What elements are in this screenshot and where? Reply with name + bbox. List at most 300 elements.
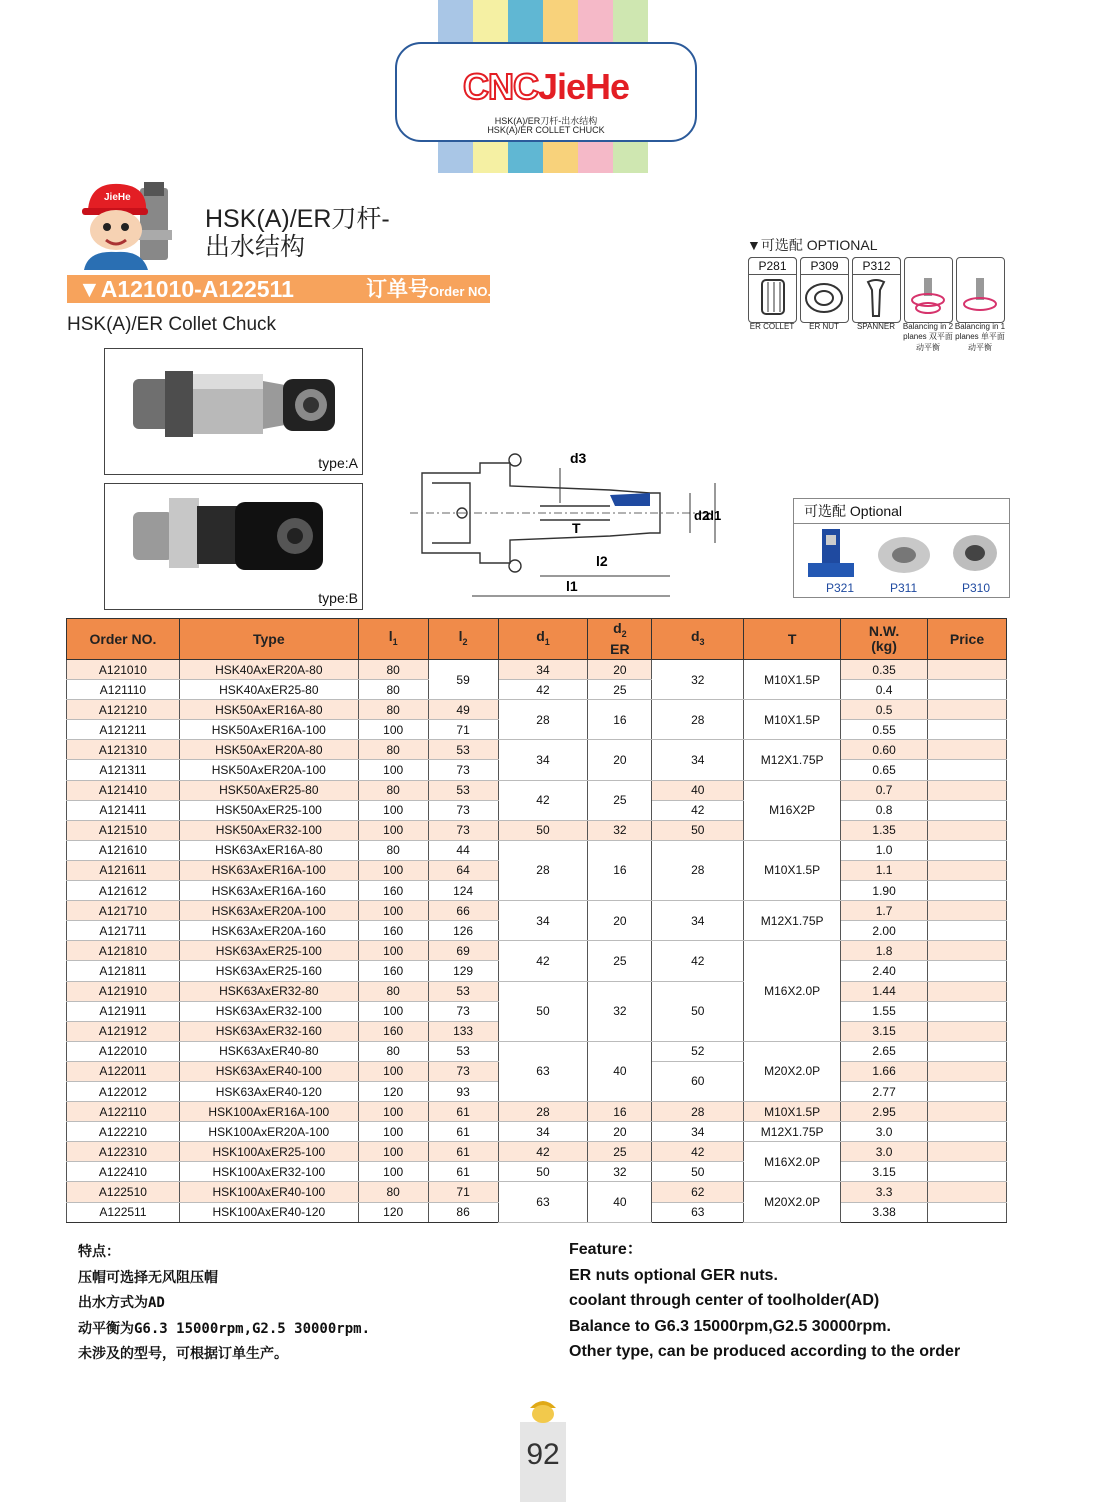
features-cn-heading: 特点： xyxy=(78,1244,120,1260)
features-en-heading: Feature： xyxy=(569,1241,643,1258)
cell-type: HSK63AxER40-80 xyxy=(179,1041,358,1061)
col-l1: $l_1$ xyxy=(358,619,428,660)
cell-price xyxy=(928,961,1007,981)
cell-d2: 25 xyxy=(588,780,652,820)
features-cn-line: 压帽可选择无风阻压帽 xyxy=(78,1269,218,1286)
optional-code-3: P310 xyxy=(962,581,991,595)
optional-item xyxy=(852,257,901,323)
cell-weight: 3.0 xyxy=(841,1122,928,1142)
photo-type-a xyxy=(104,348,363,475)
cell-type: HSK63AxER16A-160 xyxy=(179,881,358,901)
cell-price xyxy=(928,740,1007,760)
cell-l2: 53 xyxy=(428,780,498,800)
cell-d1: 50 xyxy=(498,1162,588,1182)
cell-d2: 20 xyxy=(588,660,652,680)
cell-type: HSK63AxER16A-80 xyxy=(179,840,358,860)
cell-l1: 100 xyxy=(358,1122,428,1142)
cell-type: HSK63AxER32-80 xyxy=(179,981,358,1001)
cell-d3: 50 xyxy=(652,981,744,1041)
cell-l2: 71 xyxy=(428,720,498,740)
cell-l1: 120 xyxy=(358,1202,428,1222)
cell-thread: M20X2.0P xyxy=(744,1182,841,1222)
spec-table xyxy=(66,618,1007,1223)
table-row xyxy=(67,1041,1007,1061)
cell-d2: 16 xyxy=(588,700,652,740)
cell-l1: 160 xyxy=(358,881,428,901)
cell-weight: 1.66 xyxy=(841,1061,928,1081)
cell-price xyxy=(928,680,1007,700)
cell-price xyxy=(928,760,1007,780)
features-en-line: coolant through center of toolholder(AD) xyxy=(569,1292,880,1310)
col-d3: $d_3$ xyxy=(652,619,744,660)
photo-type-b xyxy=(104,483,363,610)
cell-d2: 16 xyxy=(588,840,652,900)
col-nw: N.W. (kg) xyxy=(841,619,928,660)
col-price: Price xyxy=(928,619,1007,660)
cell-weight: 0.4 xyxy=(841,680,928,700)
table-row xyxy=(67,740,1007,760)
cell-d1: 42 xyxy=(498,1142,588,1162)
cell-type: HSK63AxER32-100 xyxy=(179,1001,358,1021)
cell-weight: 1.44 xyxy=(841,981,928,1001)
cell-d1: 42 xyxy=(498,680,588,700)
cell-l1: 100 xyxy=(358,1162,428,1182)
cell-type: HSK40AxER25-80 xyxy=(179,680,358,700)
table-header-row xyxy=(67,619,1007,660)
features-en-line: Balance to G6.3 15000rpm,G2.5 30000rpm. xyxy=(569,1317,891,1335)
cell-type: HSK100AxER32-100 xyxy=(179,1162,358,1182)
cell-l1: 80 xyxy=(358,780,428,800)
cell-order: A121211 xyxy=(67,720,180,740)
dim-l1: l1 xyxy=(566,578,578,594)
cell-type: HSK63AxER20A-160 xyxy=(179,921,358,941)
optional-item-caption: ER NUT xyxy=(809,322,839,331)
cell-l2: 49 xyxy=(428,700,498,720)
cell-price xyxy=(928,1081,1007,1101)
cell-d3: 34 xyxy=(652,901,744,941)
cell-order: A121310 xyxy=(67,740,180,760)
cell-weight: 0.7 xyxy=(841,780,928,800)
table-row xyxy=(67,1102,1007,1122)
dim-d3: d3 xyxy=(570,450,587,466)
cell-type: HSK63AxER25-160 xyxy=(179,961,358,981)
cell-order: A121411 xyxy=(67,800,180,820)
cell-d1: 34 xyxy=(498,901,588,941)
cell-l1: 80 xyxy=(358,840,428,860)
cell-price xyxy=(928,700,1007,720)
cell-order: A121910 xyxy=(67,981,180,1001)
cell-l2: 69 xyxy=(428,941,498,961)
cell-d2: 40 xyxy=(588,1041,652,1101)
table-row xyxy=(67,820,1007,840)
cell-price xyxy=(928,1142,1007,1162)
cell-d2: 32 xyxy=(588,1162,652,1182)
cell-type: HSK63AxER16A-100 xyxy=(179,860,358,880)
dim-d1: d1 xyxy=(706,508,722,523)
mascot-illustration xyxy=(78,180,178,270)
cell-order: A122410 xyxy=(67,1162,180,1182)
optional-item-caption: Balancing in 2 planes 双平面动平衡 xyxy=(902,322,954,352)
cell-l2: 61 xyxy=(428,1102,498,1122)
collet-icon xyxy=(750,276,795,320)
cell-weight: 3.3 xyxy=(841,1182,928,1202)
cell-l1: 100 xyxy=(358,760,428,780)
cell-price xyxy=(928,1182,1007,1202)
cell-type: HSK63AxER40-100 xyxy=(179,1061,358,1081)
technical-drawing xyxy=(410,448,740,608)
cell-l2: 59 xyxy=(428,660,498,700)
col-d2: $d_2$ ER xyxy=(588,619,652,660)
features-chinese xyxy=(78,1240,370,1368)
optional-item-caption: ER COLLET xyxy=(749,322,795,331)
table-row xyxy=(67,700,1007,720)
cell-type: HSK63AxER25-100 xyxy=(179,941,358,961)
optional-accessories-box xyxy=(793,498,1010,598)
cell-l2: 66 xyxy=(428,901,498,921)
cell-price xyxy=(928,941,1007,961)
cell-d2: 25 xyxy=(588,941,652,981)
cell-d3: 32 xyxy=(652,660,744,700)
cell-l2: 44 xyxy=(428,840,498,860)
features-en-line: ER nuts optional GER nuts. xyxy=(569,1266,778,1284)
cell-l2: 93 xyxy=(428,1081,498,1101)
cell-l1: 80 xyxy=(358,981,428,1001)
cell-d3: 40 xyxy=(652,780,744,800)
cell-type: HSK100AxER20A-100 xyxy=(179,1122,358,1142)
balancing-2-planes-icon xyxy=(906,276,951,320)
cell-order: A121311 xyxy=(67,760,180,780)
cell-d2: 20 xyxy=(588,740,652,780)
cell-price xyxy=(928,1021,1007,1041)
optional-item-code: P309 xyxy=(800,257,849,275)
title-line2: 出水结构 xyxy=(205,233,306,261)
cell-weight: 1.0 xyxy=(841,840,928,860)
optional-heading: ▼可选配 OPTIONAL xyxy=(747,237,878,253)
cell-price xyxy=(928,820,1007,840)
spanner-icon xyxy=(854,276,899,320)
table-row xyxy=(67,660,1007,680)
cell-l1: 100 xyxy=(358,860,428,880)
cell-d2: 25 xyxy=(588,1142,652,1162)
cell-price xyxy=(928,1001,1007,1021)
brand-logo: CNCJieHe HSK(A)/ER刀杆-出水结构 HSK(A)/ER COLLET CHUCK xyxy=(395,42,697,142)
cell-thread: M12X1.75P xyxy=(744,740,841,780)
cell-d1: 63 xyxy=(498,1182,588,1222)
cell-weight: 3.15 xyxy=(841,1021,928,1041)
nut-icon xyxy=(802,276,847,320)
cell-d3: 34 xyxy=(652,740,744,780)
cell-l2: 64 xyxy=(428,860,498,880)
table-row xyxy=(67,780,1007,800)
product-subtitle: HSK(A)/ER Collet Chuck xyxy=(67,314,277,335)
cell-d3: 42 xyxy=(652,800,744,820)
cell-thread: M10X1.5P xyxy=(744,1102,841,1122)
cell-l2: 61 xyxy=(428,1142,498,1162)
cell-price xyxy=(928,1162,1007,1182)
cell-weight: 0.8 xyxy=(841,800,928,820)
cell-weight: 1.8 xyxy=(841,941,928,961)
logo-subtitle-en: HSK(A)/ER COLLET CHUCK xyxy=(487,125,605,135)
cell-d1: 50 xyxy=(498,981,588,1041)
cell-price xyxy=(928,660,1007,680)
cell-price xyxy=(928,881,1007,901)
table-row xyxy=(67,1162,1007,1182)
cell-type: HSK50AxER20A-80 xyxy=(179,740,358,760)
cell-order: A121010 xyxy=(67,660,180,680)
cell-price xyxy=(928,860,1007,880)
cell-order: A121810 xyxy=(67,941,180,961)
cell-type: HSK50AxER16A-80 xyxy=(179,700,358,720)
cell-weight: 3.15 xyxy=(841,1162,928,1182)
cell-order: A122310 xyxy=(67,1142,180,1162)
cell-type: HSK63AxER32-160 xyxy=(179,1021,358,1041)
col-type: Type xyxy=(179,619,358,660)
cell-weight: 1.55 xyxy=(841,1001,928,1021)
cell-l1: 80 xyxy=(358,740,428,760)
cell-order: A121912 xyxy=(67,1021,180,1041)
cell-price xyxy=(928,720,1007,740)
cell-l2: 73 xyxy=(428,760,498,780)
cell-order: A121510 xyxy=(67,820,180,840)
cell-d2: 25 xyxy=(588,680,652,700)
cell-order: A122510 xyxy=(67,1182,180,1202)
cell-d1: 34 xyxy=(498,1122,588,1142)
order-label: 订单号Order NO. xyxy=(366,278,492,301)
features-cn-line: 动平衡为G6.3 15000rpm,G2.5 30000rpm. xyxy=(78,1320,371,1337)
cell-d3: 28 xyxy=(652,700,744,740)
cell-order: A121911 xyxy=(67,1001,180,1021)
cell-l2: 73 xyxy=(428,820,498,840)
table-row xyxy=(67,981,1007,1001)
cell-type: HSK50AxER20A-100 xyxy=(179,760,358,780)
cell-thread: M12X1.75P xyxy=(744,901,841,941)
cell-d3: 52 xyxy=(652,1041,744,1061)
cell-d2: 32 xyxy=(588,820,652,840)
cell-order: A121110 xyxy=(67,680,180,700)
cell-d1: 34 xyxy=(498,660,588,680)
cell-thread: M20X2.0P xyxy=(744,1041,841,1101)
cell-type: HSK100AxER25-100 xyxy=(179,1142,358,1162)
col-T: T xyxy=(744,619,841,660)
cell-type: HSK100AxER40-120 xyxy=(179,1202,358,1222)
cell-d1: 42 xyxy=(498,780,588,820)
cell-l2: 133 xyxy=(428,1021,498,1041)
cell-d3: 34 xyxy=(652,1122,744,1142)
cell-order: A121210 xyxy=(67,700,180,720)
mascot-cap-badge: JieHe xyxy=(104,192,131,203)
cell-order: A122011 xyxy=(67,1061,180,1081)
cell-price xyxy=(928,981,1007,1001)
cell-order: A121410 xyxy=(67,780,180,800)
cell-l1: 100 xyxy=(358,720,428,740)
cell-l2: 71 xyxy=(428,1182,498,1202)
cell-d1: 42 xyxy=(498,941,588,981)
features-en-line: Other type, can be produced according to the order xyxy=(569,1343,961,1361)
nut-icon xyxy=(950,531,1000,577)
cell-l2: 86 xyxy=(428,1202,498,1222)
cell-weight: 0.5 xyxy=(841,700,928,720)
features-cn-line: 未涉及的型号，可根据订单生产。 xyxy=(78,1346,288,1362)
cell-l1: 80 xyxy=(358,1182,428,1202)
cell-d2: 20 xyxy=(588,1122,652,1142)
cell-weight: 0.55 xyxy=(841,720,928,740)
cell-l2: 73 xyxy=(428,1001,498,1021)
cell-type: HSK63AxER40-120 xyxy=(179,1081,358,1101)
cell-d1: 28 xyxy=(498,840,588,900)
cell-order: A121710 xyxy=(67,901,180,921)
page-number: 92 xyxy=(526,1438,560,1471)
cell-order: A122012 xyxy=(67,1081,180,1101)
page-mascot-icon xyxy=(528,1396,558,1424)
optional-box-heading: 可选配 Optional xyxy=(794,499,1009,524)
cell-order: A122511 xyxy=(67,1202,180,1222)
cell-thread: M16X2.0P xyxy=(744,941,841,1041)
cell-d1: 63 xyxy=(498,1041,588,1101)
cell-weight: 2.00 xyxy=(841,921,928,941)
cell-weight: 2.95 xyxy=(841,1102,928,1122)
cell-d3: 60 xyxy=(652,1061,744,1101)
cell-price xyxy=(928,780,1007,800)
dim-l2: l2 xyxy=(596,553,608,569)
cell-d3: 62 xyxy=(652,1182,744,1202)
cell-weight: 1.90 xyxy=(841,881,928,901)
cell-order: A122110 xyxy=(67,1102,180,1122)
optional-item xyxy=(800,257,849,323)
optional-code-1: P321 xyxy=(826,581,855,595)
cell-weight: 0.60 xyxy=(841,740,928,760)
cell-l2: 53 xyxy=(428,1041,498,1061)
cell-type: HSK40AxER20A-80 xyxy=(179,660,358,680)
cell-type: HSK50AxER25-100 xyxy=(179,800,358,820)
cell-l2: 61 xyxy=(428,1162,498,1182)
cell-order: A121811 xyxy=(67,961,180,981)
cell-l1: 100 xyxy=(358,1061,428,1081)
cell-l2: 129 xyxy=(428,961,498,981)
cell-d3: 50 xyxy=(652,1162,744,1182)
table-row xyxy=(67,901,1007,921)
cell-l1: 100 xyxy=(358,941,428,961)
table-row xyxy=(67,1142,1007,1162)
cell-weight: 1.35 xyxy=(841,820,928,840)
cell-price xyxy=(928,1122,1007,1142)
er-nut-icon xyxy=(876,533,932,577)
cell-type: HSK63AxER20A-100 xyxy=(179,901,358,921)
cell-type: HSK50AxER32-100 xyxy=(179,820,358,840)
cell-weight: 2.77 xyxy=(841,1081,928,1101)
cell-weight: 2.65 xyxy=(841,1041,928,1061)
cell-thread: M16X2P xyxy=(744,780,841,840)
cell-order: A121711 xyxy=(67,921,180,941)
cell-weight: 2.40 xyxy=(841,961,928,981)
cell-d3: 42 xyxy=(652,941,744,981)
cell-l2: 61 xyxy=(428,1122,498,1142)
table-row xyxy=(67,840,1007,860)
cell-thread: M10X1.5P xyxy=(744,700,841,740)
cell-l1: 120 xyxy=(358,1081,428,1101)
optional-item-caption: Balancing in 1 planes 单平面动平衡 xyxy=(954,322,1006,352)
order-range: ▼A121010-A122511 xyxy=(78,276,294,302)
cell-weight: 3.38 xyxy=(841,1202,928,1222)
cell-l1: 100 xyxy=(358,1102,428,1122)
cell-d3: 42 xyxy=(652,1142,744,1162)
optional-item xyxy=(904,257,953,323)
table-row xyxy=(67,1182,1007,1202)
cell-l1: 160 xyxy=(358,1021,428,1041)
cell-d1: 34 xyxy=(498,740,588,780)
cell-order: A122210 xyxy=(67,1122,180,1142)
cell-d2: 32 xyxy=(588,981,652,1041)
table-row xyxy=(67,680,1007,700)
cell-l1: 100 xyxy=(358,820,428,840)
cell-l2: 53 xyxy=(428,740,498,760)
spanner-fixture-icon xyxy=(802,527,858,581)
table-row xyxy=(67,941,1007,961)
cell-type: HSK50AxER16A-100 xyxy=(179,720,358,740)
cell-l1: 100 xyxy=(358,800,428,820)
cell-weight: 0.35 xyxy=(841,660,928,680)
cell-l2: 73 xyxy=(428,800,498,820)
features-cn-line: 出水方式为AD xyxy=(78,1295,165,1311)
cell-d1: 28 xyxy=(498,1102,588,1122)
cell-d3: 50 xyxy=(652,820,744,840)
cell-type: HSK100AxER16A-100 xyxy=(179,1102,358,1122)
cell-order: A121611 xyxy=(67,860,180,880)
cell-price xyxy=(928,1061,1007,1081)
photo-caption-a: type:A xyxy=(318,455,358,471)
cell-price xyxy=(928,840,1007,860)
optional-item-caption: SPANNER xyxy=(856,322,896,331)
optional-item-code: P281 xyxy=(748,257,797,275)
optional-item xyxy=(956,257,1005,323)
cell-price xyxy=(928,1041,1007,1061)
col-order: Order NO. xyxy=(67,619,180,660)
cell-l1: 100 xyxy=(358,901,428,921)
cell-price xyxy=(928,800,1007,820)
cell-d3: 63 xyxy=(652,1202,744,1222)
cell-price xyxy=(928,1102,1007,1122)
col-l2: $l_2$ xyxy=(428,619,498,660)
cell-weight: 0.65 xyxy=(841,760,928,780)
cell-l1: 80 xyxy=(358,1041,428,1061)
cell-d2: 20 xyxy=(588,901,652,941)
product-title xyxy=(205,205,390,261)
cell-type: HSK100AxER40-100 xyxy=(179,1182,358,1202)
cell-thread: M16X2.0P xyxy=(744,1142,841,1182)
cell-l2: 126 xyxy=(428,921,498,941)
cell-l1: 100 xyxy=(358,1142,428,1162)
cell-thread: M10X1.5P xyxy=(744,840,841,900)
cell-weight: 3.0 xyxy=(841,1142,928,1162)
col-d1: $d_1$ xyxy=(498,619,588,660)
cell-l1: 100 xyxy=(358,1001,428,1021)
cell-weight: 1.1 xyxy=(841,860,928,880)
dim-T: T xyxy=(572,520,581,536)
cell-price xyxy=(928,901,1007,921)
balancing-1-plane-icon xyxy=(958,276,1003,320)
cell-l2: 124 xyxy=(428,881,498,901)
cell-l2: 73 xyxy=(428,1061,498,1081)
cell-d2: 16 xyxy=(588,1102,652,1122)
cell-thread: M10X1.5P xyxy=(744,660,841,700)
cell-order: A121610 xyxy=(67,840,180,860)
optional-code-2: P311 xyxy=(890,581,918,595)
cell-d1: 50 xyxy=(498,820,588,840)
cell-price xyxy=(928,921,1007,941)
features-english xyxy=(569,1237,960,1365)
optional-item xyxy=(748,257,797,323)
cell-d1: 28 xyxy=(498,700,588,740)
cell-l1: 160 xyxy=(358,961,428,981)
